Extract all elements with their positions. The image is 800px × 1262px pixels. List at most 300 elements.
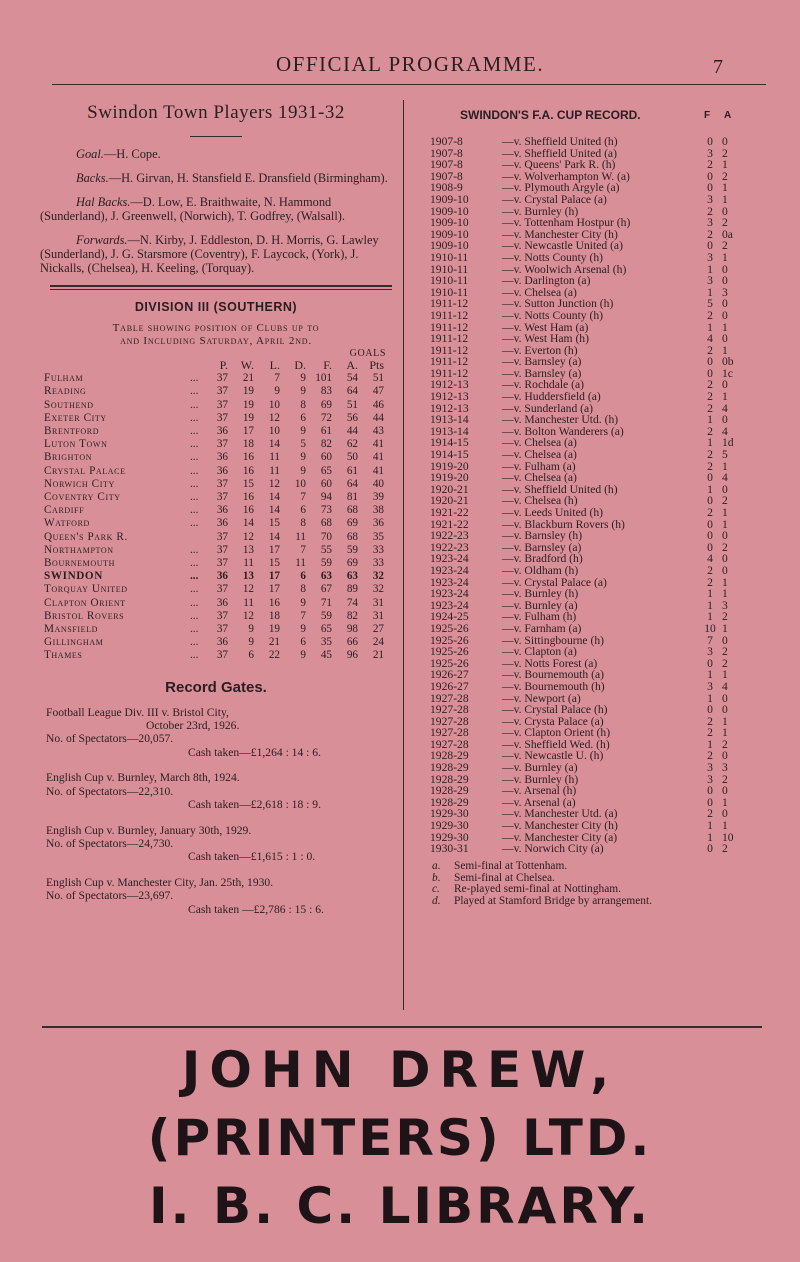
stat-d: 7 bbox=[300, 491, 306, 504]
cup-opponent: —v. Sunderland (a) bbox=[502, 401, 594, 415]
stat-w: 16 bbox=[242, 504, 254, 517]
cup-goals-for: 3 bbox=[707, 772, 713, 786]
stat-f: 72 bbox=[320, 411, 332, 424]
league-row bbox=[44, 491, 384, 504]
cup-goals-for: 0 bbox=[707, 656, 713, 670]
cup-season: 1927-28 bbox=[430, 737, 469, 751]
left-column bbox=[40, 98, 392, 928]
cup-goals-for: 1 bbox=[707, 436, 713, 450]
gate-cash: Cash taken—£1,615 : 1 : 0. bbox=[188, 850, 316, 864]
stat-a: 89 bbox=[346, 583, 358, 596]
league-row bbox=[44, 649, 384, 662]
players-title: Swindon Town Players 1931-32 bbox=[87, 102, 345, 123]
cup-opponent: —v. Tottenham Hostpur (h) bbox=[502, 216, 631, 230]
cup-goals-for: 2 bbox=[707, 506, 713, 519]
club-name: Brighton bbox=[44, 451, 93, 464]
cup-season: 1912-13 bbox=[430, 401, 469, 415]
record-gates-title: Record Gates. bbox=[165, 678, 267, 696]
cup-goals-against: 1 bbox=[722, 181, 728, 195]
cup-goals-against: 2 bbox=[722, 656, 728, 670]
cup-opponent: —v. Manchester Utd. (a) bbox=[502, 807, 618, 821]
cup-goals-against: 1 bbox=[722, 621, 728, 635]
club-dots: ... bbox=[190, 385, 199, 398]
cup-opponent: —v. Darlington (a) bbox=[502, 274, 591, 288]
cup-goals-for: 2 bbox=[707, 714, 713, 728]
stat-w: 12 bbox=[242, 609, 254, 622]
club-name: Luton Town bbox=[44, 438, 108, 451]
cup-goals-for: 0 bbox=[707, 795, 713, 809]
stat-d: 6 bbox=[300, 504, 306, 517]
cup-goals-against: 4 bbox=[722, 401, 728, 415]
cup-opponent: —v. Crystal Palace (a) bbox=[502, 575, 607, 589]
stat-w: 16 bbox=[242, 451, 254, 464]
club-name: Norwich City bbox=[44, 477, 115, 490]
cup-opponent: —v. Barnsley (a) bbox=[502, 355, 582, 369]
club-dots: ... bbox=[190, 398, 199, 411]
cup-goals-against: 0 bbox=[722, 749, 728, 763]
cup-season: 1928-29 bbox=[430, 772, 469, 786]
cup-season: 1926-27 bbox=[430, 679, 469, 693]
stat-l: 18 bbox=[268, 609, 280, 622]
cup-goals-against: 2 bbox=[722, 169, 728, 183]
cup-goals-for: 3 bbox=[707, 274, 713, 288]
cup-opponent: —v. Notts Forest (a) bbox=[502, 656, 598, 670]
league-row bbox=[44, 544, 384, 557]
goal-names: —H. Cope. bbox=[103, 147, 161, 161]
bottom-rule bbox=[42, 1026, 762, 1028]
club-name: Torquay United bbox=[44, 583, 128, 596]
advert-line-2: (PRINTERS) LTD. bbox=[147, 1109, 653, 1167]
club-dots: ... bbox=[190, 596, 199, 609]
table-caption-line2: and Including Saturday, April 2nd. bbox=[120, 335, 312, 347]
cup-goals-for: 0 bbox=[707, 239, 713, 253]
league-table bbox=[44, 359, 384, 663]
stat-f: 65 bbox=[320, 464, 332, 477]
cup-opponent: —v. Bournemouth (a) bbox=[502, 668, 604, 682]
stat-a: 69 bbox=[346, 517, 358, 530]
stat-a: 68 bbox=[346, 530, 358, 543]
cup-opponent: —v. Huddersfield (a) bbox=[502, 390, 601, 404]
club-dots: ... bbox=[190, 411, 199, 424]
cup-opponent: —v. Burnley (h) bbox=[502, 204, 579, 218]
cup-opponent: —v. Fulham (h) bbox=[502, 610, 577, 624]
stat-pts: 31 bbox=[372, 596, 384, 609]
stat-a: 54 bbox=[346, 372, 358, 385]
gate-match: English Cup v. Burnley, March 8th, 1924. bbox=[46, 771, 240, 785]
cup-season: 1919-20 bbox=[430, 471, 469, 485]
stat-p: 37 bbox=[216, 477, 228, 490]
stat-pts: 21 bbox=[372, 649, 384, 662]
cup-goals-against: 0 bbox=[722, 378, 728, 392]
cup-opponent: —v. Queens' Park R. (h) bbox=[502, 158, 616, 172]
stat-f: 69 bbox=[320, 398, 332, 411]
gate-date: October 23rd, 1926. bbox=[146, 719, 240, 733]
cup-season: 1909-10 bbox=[430, 239, 469, 253]
cup-goals-against: 0 bbox=[722, 262, 728, 276]
cup-opponent: —v. Woolwich Arsenal (h) bbox=[502, 262, 627, 276]
cup-opponent: —v. Sutton Junction (h) bbox=[502, 297, 614, 311]
cup-goals-for: 2 bbox=[707, 343, 713, 357]
cup-goals-for: 0 bbox=[707, 355, 713, 369]
stat-f: 35 bbox=[320, 636, 332, 649]
stat-w: 9 bbox=[248, 636, 254, 649]
stat-d: 6 bbox=[300, 570, 306, 583]
cup-goals-against: 4 bbox=[722, 424, 728, 438]
cup-row bbox=[414, 194, 764, 206]
cup-season: 1923-24 bbox=[430, 575, 469, 589]
cup-season: 1912-13 bbox=[430, 390, 469, 404]
club-dots: ... bbox=[190, 543, 199, 556]
cup-opponent: —v. Oldham (h) bbox=[502, 563, 579, 577]
cup-goals-against: 2 bbox=[722, 737, 728, 751]
stat-l: 14 bbox=[268, 438, 280, 451]
cup-goals-against: 1 bbox=[722, 714, 728, 728]
stat-pts: 41 bbox=[372, 451, 384, 464]
cup-opponent: —v. Farnham (a) bbox=[502, 621, 582, 635]
cup-season: 1907-8 bbox=[430, 169, 463, 183]
cup-goals-against: 0 bbox=[722, 308, 728, 322]
stat-l: 10 bbox=[268, 425, 280, 438]
cup-goals-for: 1 bbox=[707, 668, 713, 682]
cup-goals-against: 0 bbox=[722, 482, 728, 496]
stat-f: 73 bbox=[320, 504, 332, 517]
cup-goals-for: 0 bbox=[707, 529, 713, 543]
stat-pts: 44 bbox=[372, 411, 384, 424]
cup-goals-for: 2 bbox=[707, 563, 713, 577]
cup-season: 1910-11 bbox=[430, 250, 469, 264]
stat-d: 5 bbox=[300, 438, 306, 451]
cup-goals-for: 2 bbox=[707, 448, 713, 462]
club-name: Thames bbox=[44, 649, 83, 662]
stat-a: 66 bbox=[346, 636, 358, 649]
cup-goals-for: 1 bbox=[707, 819, 713, 833]
cup-goals-against: 1 bbox=[722, 517, 728, 531]
record-gate-entry bbox=[46, 771, 392, 811]
cup-opponent: —v. Crystal Palace (h) bbox=[502, 703, 608, 717]
advert-line-3: I. B. C. LIBRARY. bbox=[148, 1177, 652, 1235]
cup-goals-for: 3 bbox=[707, 146, 713, 160]
cup-row bbox=[414, 252, 764, 264]
advert-line-1: JOHN DREW, bbox=[181, 1041, 619, 1099]
cup-season: 1911-12 bbox=[430, 343, 469, 357]
cup-record-list bbox=[414, 136, 764, 855]
cup-record-header bbox=[414, 108, 764, 126]
league-row bbox=[44, 597, 384, 610]
club-dots: ... bbox=[190, 372, 199, 385]
club-name: Gillingham bbox=[44, 636, 104, 649]
stat-l: 12 bbox=[268, 477, 280, 490]
goal-role: Goal. bbox=[76, 147, 104, 161]
record-gate-entry bbox=[46, 824, 392, 864]
cup-goals-against: 0a bbox=[722, 227, 733, 241]
cup-goals-for: 1 bbox=[707, 598, 713, 612]
cup-season: 1908-9 bbox=[430, 181, 463, 195]
club-dots: ... bbox=[190, 451, 199, 464]
cup-row bbox=[414, 310, 764, 322]
cup-row bbox=[414, 646, 764, 658]
stat-d: 9 bbox=[300, 425, 306, 438]
stat-w: 19 bbox=[242, 385, 254, 398]
stat-a: 50 bbox=[346, 451, 358, 464]
cup-goals-against: 3 bbox=[722, 285, 728, 299]
cup-goals-against: 10 bbox=[722, 830, 734, 844]
cup-goals-for: 10 bbox=[704, 621, 716, 635]
stat-f: 65 bbox=[320, 623, 332, 636]
cup-opponent: —v. Barnsley (a) bbox=[502, 366, 582, 380]
stat-l: 14 bbox=[268, 504, 280, 517]
cup-opponent: —v. Wolverhampton W. (a) bbox=[502, 169, 630, 183]
page-title: OFFICIAL PROGRAMME. bbox=[276, 52, 545, 76]
cup-season: 1928-29 bbox=[430, 749, 469, 763]
cup-goals-against: 4 bbox=[722, 679, 728, 693]
printer-advert bbox=[0, 1036, 800, 1240]
stat-d: 9 bbox=[300, 372, 306, 385]
cup-goals-for: 1 bbox=[707, 830, 713, 844]
cup-goals-for: 0 bbox=[707, 517, 713, 531]
cup-opponent: —v. Manchester Utd. (h) bbox=[502, 413, 619, 427]
cup-season: 1919-20 bbox=[430, 459, 469, 473]
league-row bbox=[44, 583, 384, 596]
stat-p: 37 bbox=[216, 398, 228, 411]
cup-opponent: —v. Manchester City (h) bbox=[502, 819, 618, 833]
stat-d: 9 bbox=[300, 385, 306, 398]
cup-season: 1914-15 bbox=[430, 436, 469, 450]
cup-goals-for: 1 bbox=[707, 413, 713, 427]
club-name: Northampton bbox=[44, 543, 114, 556]
stat-w: 13 bbox=[242, 570, 254, 583]
gate-match: English Cup v. Manchester City, Jan. 25th, 1930. bbox=[46, 875, 274, 889]
cup-season: 1928-29 bbox=[430, 795, 469, 809]
stat-a: 96 bbox=[346, 649, 358, 662]
stat-p: 37 bbox=[216, 583, 228, 596]
stat-d: 8 bbox=[300, 517, 306, 530]
stat-w: 15 bbox=[242, 477, 254, 490]
cup-season: 1921-22 bbox=[430, 506, 469, 519]
cup-opponent: —v. Clapton (a) bbox=[502, 645, 577, 659]
cup-season: 1911-12 bbox=[430, 332, 469, 346]
stat-a: 64 bbox=[346, 477, 358, 490]
club-dots: ... bbox=[190, 583, 199, 596]
cup-goals-for: 7 bbox=[707, 633, 713, 647]
stat-a: 74 bbox=[346, 596, 358, 609]
cup-season: 1930-31 bbox=[430, 842, 469, 856]
stat-pts: 46 bbox=[372, 398, 384, 411]
cup-row bbox=[414, 136, 764, 148]
cup-goals-against: 3 bbox=[722, 761, 728, 775]
col-l: L. bbox=[269, 358, 280, 372]
stat-p: 36 bbox=[216, 596, 228, 609]
cup-opponent: —v. Notts County (h) bbox=[502, 308, 604, 322]
stat-p: 37 bbox=[216, 438, 228, 451]
league-row bbox=[44, 557, 384, 570]
right-column bbox=[414, 108, 764, 908]
cup-season: 1921-22 bbox=[430, 517, 469, 531]
backs-role: Backs. bbox=[76, 171, 109, 185]
cup-opponent: —v. Crystal Palace (a) bbox=[502, 192, 607, 206]
cup-goals-against: 2 bbox=[722, 216, 728, 230]
cup-goals-for: 0 bbox=[707, 494, 713, 508]
league-body bbox=[44, 372, 384, 662]
stat-l: 21 bbox=[268, 636, 280, 649]
cup-goals-for: 2 bbox=[707, 390, 713, 404]
cup-goals-against: 2 bbox=[722, 146, 728, 160]
stat-l: 11 bbox=[269, 464, 280, 477]
stat-d: 9 bbox=[300, 451, 306, 464]
cup-goals-against: 0 bbox=[722, 563, 728, 577]
cup-opponent: —v. Notts County (h) bbox=[502, 250, 604, 264]
cup-goals-for: 0 bbox=[707, 784, 713, 798]
stat-f: 45 bbox=[320, 649, 332, 662]
cup-goals-against: 1 bbox=[722, 575, 728, 589]
stat-w: 12 bbox=[242, 583, 254, 596]
cup-goals-for: 4 bbox=[707, 332, 713, 346]
table-caption-line1: Table showing position of Clubs up to bbox=[112, 322, 320, 334]
club-name: Cardiff bbox=[44, 504, 85, 517]
stat-pts: 47 bbox=[372, 385, 384, 398]
cup-goals-against: 5 bbox=[722, 448, 728, 462]
gate-cash: Cash taken —£2,786 : 15 : 6. bbox=[188, 902, 324, 916]
club-dots: ... bbox=[190, 557, 199, 570]
cup-goals-for: 3 bbox=[707, 645, 713, 659]
club-name: Exeter City bbox=[44, 411, 107, 424]
cup-a-label: A bbox=[724, 110, 732, 121]
stat-f: 68 bbox=[320, 517, 332, 530]
cup-goals-for: 0 bbox=[707, 181, 713, 195]
cup-goals-for: 1 bbox=[707, 610, 713, 624]
league-row bbox=[44, 623, 384, 636]
league-header-club bbox=[44, 359, 190, 372]
stat-a: 62 bbox=[346, 438, 358, 451]
stat-f: 59 bbox=[320, 609, 332, 622]
cup-goals-against: 2 bbox=[722, 842, 728, 856]
stat-d: 9 bbox=[300, 464, 306, 477]
cup-row bbox=[414, 565, 764, 577]
col-p: P. bbox=[219, 358, 228, 372]
backs-names: —H. Girvan, H. Stansfield E. Dransfield (Birmingham). bbox=[108, 171, 388, 185]
column-divider bbox=[403, 100, 404, 1010]
club-name: Crystal Palace bbox=[44, 464, 126, 477]
gate-spectators: No. of Spectators—24,730. bbox=[46, 836, 174, 850]
cup-opponent: —v. Chelsea (a) bbox=[502, 448, 577, 462]
stat-l: 12 bbox=[268, 411, 280, 424]
stat-l: 14 bbox=[268, 491, 280, 504]
cup-goals-for: 3 bbox=[707, 761, 713, 775]
cup-row bbox=[414, 681, 764, 693]
stat-d: 10 bbox=[294, 477, 306, 490]
cup-goals-for: 0 bbox=[707, 703, 713, 717]
cup-goals-for: 2 bbox=[707, 204, 713, 218]
club-name: Southend bbox=[44, 398, 94, 411]
cup-season: 1923-24 bbox=[430, 552, 469, 566]
club-dots: ... bbox=[190, 464, 199, 477]
record-gate-entry bbox=[46, 876, 392, 916]
league-row bbox=[44, 399, 384, 412]
stat-a: 98 bbox=[346, 623, 358, 636]
cup-goals-against: 1 bbox=[722, 668, 728, 682]
cup-season: 1907-8 bbox=[430, 158, 463, 172]
gate-spectators: No. of Spectators—23,697. bbox=[46, 889, 174, 903]
stat-f: 67 bbox=[320, 583, 332, 596]
cup-goals-for: 1 bbox=[707, 482, 713, 496]
stat-pts: 32 bbox=[372, 583, 384, 596]
stat-d: 8 bbox=[300, 398, 306, 411]
cup-opponent: —v. Newcastle U. (h) bbox=[502, 749, 604, 763]
stat-d: 6 bbox=[300, 636, 306, 649]
cup-goals-against: 0b bbox=[722, 355, 734, 369]
cup-footnotes bbox=[414, 861, 764, 908]
stat-pts: 24 bbox=[372, 636, 384, 649]
cup-goals-for: 0 bbox=[707, 842, 713, 856]
stat-w: 21 bbox=[242, 372, 254, 385]
stat-a: 69 bbox=[346, 557, 358, 570]
cup-row bbox=[414, 507, 764, 519]
cup-opponent: —v. Norwich City (a) bbox=[502, 842, 604, 856]
cup-row bbox=[414, 333, 764, 345]
cup-opponent: —v. West Ham (h) bbox=[502, 332, 589, 346]
stat-a: 59 bbox=[346, 543, 358, 556]
cup-season: 1912-13 bbox=[430, 378, 469, 392]
league-header-row bbox=[44, 359, 384, 372]
cup-goals-for: 1 bbox=[707, 587, 713, 601]
cup-goals-for: 2 bbox=[707, 401, 713, 415]
cup-season: 1923-24 bbox=[430, 598, 469, 612]
footnote bbox=[414, 896, 764, 908]
cup-goals-for: 2 bbox=[707, 378, 713, 392]
stat-w: 19 bbox=[242, 398, 254, 411]
club-name: Brentford bbox=[44, 425, 100, 438]
league-row bbox=[44, 531, 384, 544]
cup-opponent: —v. Crysta Palace (a) bbox=[502, 714, 604, 728]
stat-p: 36 bbox=[216, 504, 228, 517]
gate-spectators: No. of Spectators—20,057. bbox=[46, 732, 174, 746]
cup-opponent: —v. Sheffield United (h) bbox=[502, 482, 618, 496]
stat-w: 19 bbox=[242, 411, 254, 424]
cup-goals-against: 1 bbox=[722, 250, 728, 264]
stat-p: 37 bbox=[216, 649, 228, 662]
stat-a: 63 bbox=[346, 570, 358, 583]
footnote-key: d. bbox=[432, 895, 441, 908]
cup-season: 1920-21 bbox=[430, 482, 469, 496]
half-backs-role: Hal Backs. bbox=[76, 195, 131, 209]
stat-a: 51 bbox=[346, 398, 358, 411]
cup-row bbox=[414, 704, 764, 716]
cup-season: 1907-8 bbox=[430, 135, 463, 148]
stat-pts: 39 bbox=[372, 491, 384, 504]
cup-goals-for: 2 bbox=[707, 807, 713, 821]
cup-goals-for: 1 bbox=[707, 737, 713, 751]
stat-l: 17 bbox=[268, 543, 280, 556]
cup-season: 1910-11 bbox=[430, 262, 469, 276]
cup-goals-for: 0 bbox=[707, 540, 713, 554]
league-header-dots bbox=[190, 359, 202, 372]
stat-a: 56 bbox=[346, 411, 358, 424]
stat-p: 37 bbox=[216, 557, 228, 570]
cup-season: 1923-24 bbox=[430, 587, 469, 601]
club-name: Clapton Orient bbox=[44, 596, 126, 609]
stat-p: 37 bbox=[216, 372, 228, 385]
players-goal bbox=[40, 147, 392, 161]
forwards-names: —N. Kirby, J. Eddleston, D. H. Morris, G. Lawley (Sunderland), J. G. Starsmore (Coventry), F. Laycock, (York), J. Nickalls, (Chelsea), H. Keeling, (Torquay). bbox=[40, 233, 379, 275]
footnote bbox=[414, 861, 764, 873]
stat-l: 16 bbox=[268, 596, 280, 609]
record-gates-list bbox=[40, 706, 392, 916]
stat-d: 9 bbox=[300, 596, 306, 609]
club-dots: ... bbox=[190, 609, 199, 622]
league-row bbox=[44, 372, 384, 385]
cup-opponent: —v. Blackburn Rovers (h) bbox=[502, 517, 625, 531]
gate-match: English Cup v. Burnley, January 30th, 1929. bbox=[46, 823, 252, 837]
stat-w: 9 bbox=[248, 623, 254, 636]
